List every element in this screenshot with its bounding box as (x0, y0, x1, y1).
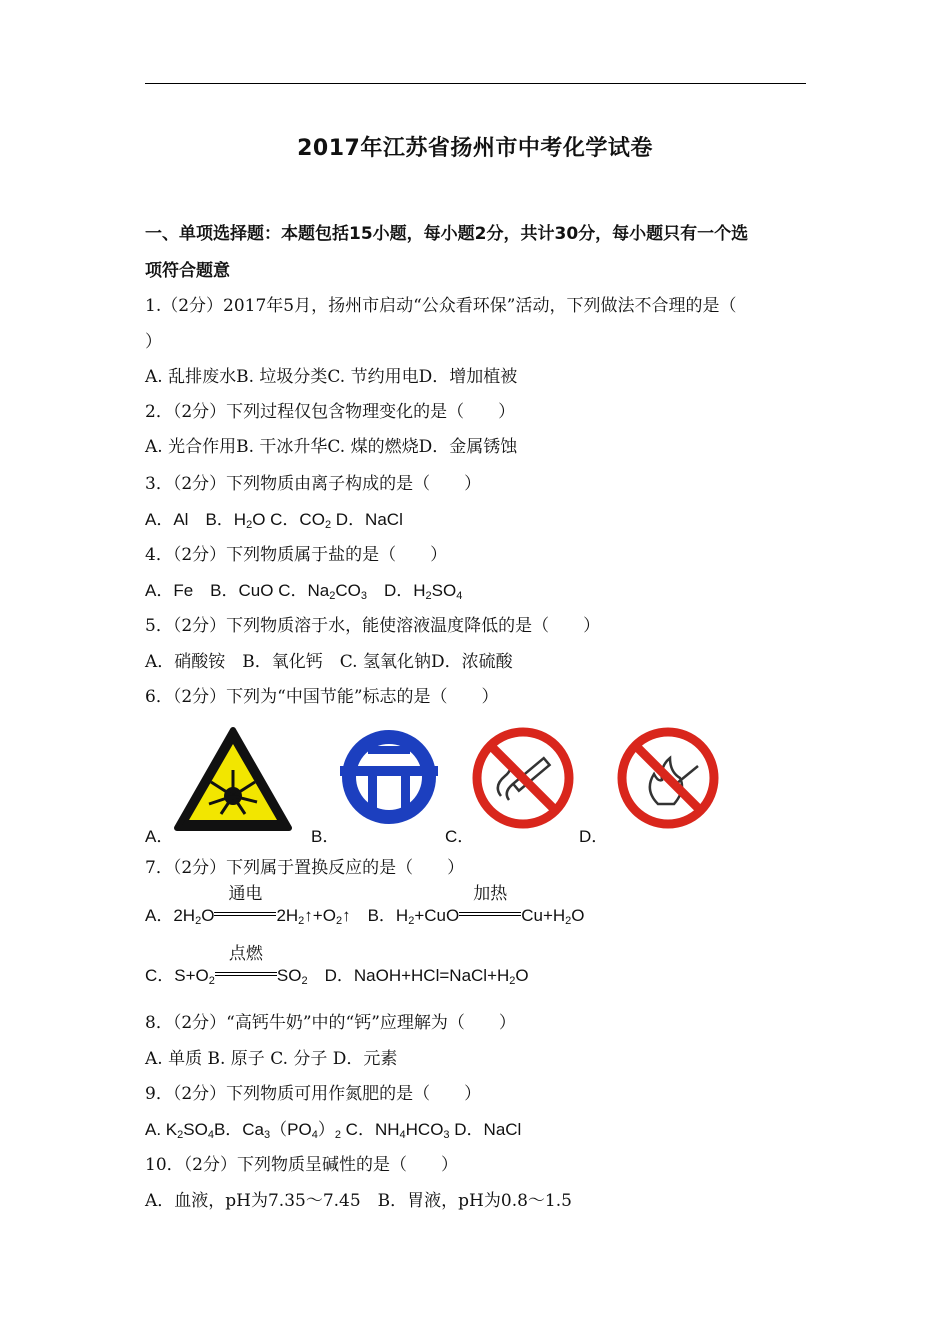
q3-options (145, 508, 403, 537)
q7-a-prefix: A．2H (145, 906, 196, 925)
q5-options: A．硝酸铵 B．氧化钙 C. 氢氧化钠D．浓硫酸 (145, 652, 513, 672)
q7-b-react: +CuO (414, 906, 460, 925)
q7-b-product: Cu+H (521, 906, 566, 925)
q7-c-product: SO (276, 966, 302, 985)
china-energy-saving-icon (338, 726, 440, 828)
q7-a-o2-sub: 2 (335, 915, 343, 927)
q1-stem-cont: ） (145, 332, 162, 352)
q10-stem: 10．（2分）下列物质呈碱性的是（ ） (145, 1155, 458, 1175)
q3-opt-a: A．Al B． (145, 510, 234, 529)
q9-a-sub: 2 (177, 1129, 184, 1141)
q5-stem: 5．（2分）下列物质溶于水，能使溶液温度降低的是（ ） (145, 616, 601, 636)
q7-b-h2-sub: 2 (408, 915, 415, 927)
q3-opt-b-h: H (233, 510, 247, 529)
q7-c-prefix: C．S+O (145, 966, 209, 985)
exam-title: 2017年江苏省扬州市中考化学试卷 (297, 136, 653, 161)
q4-stem: 4．（2分）下列物质属于盐的是（ ） (145, 545, 448, 565)
q3-opt-b-o: O C．CO (252, 510, 325, 529)
q9-b2: （PO (270, 1120, 312, 1139)
q7-a-condition-text: 通电 (228, 884, 263, 904)
q3-opt-d: D．NaCl (331, 510, 403, 529)
q7-a-h2-sub: 2 (298, 915, 305, 927)
q7-options-ab (145, 884, 585, 933)
q7-c-equal-sign (215, 972, 277, 976)
q4-co-sub: 3 (360, 590, 367, 602)
header-rule (145, 83, 806, 84)
q4-co: CO (335, 581, 361, 600)
explosive-warning-icon (173, 726, 293, 834)
q7-a-product: 2H (276, 906, 299, 925)
q4-opt-abc: A．Fe B．CuO C．Na (145, 581, 330, 600)
q1-stem: 1.（2分）2017年5月，扬州市启动“公众看环保”活动，下列做法不合理的是（ (145, 296, 737, 316)
q7-d-h2o-sub: 2 (509, 975, 516, 987)
q8-stem: 8．（2分）“高钙牛奶”中的“钙”应理解为（ ） (145, 1013, 516, 1033)
q7-c-condition-text: 点燃 (228, 944, 263, 964)
q7-stem: 7．（2分）下列属于置换反应的是（ ） (145, 858, 465, 878)
q6-stem: 6．（2分）下列为“中国节能”标志的是（ ） (145, 687, 499, 707)
q4-h-sub: 2 (425, 590, 432, 602)
q7-a-equal-sign (214, 912, 276, 916)
q6-options (145, 724, 805, 844)
q7-a-gas2: ↑ (342, 906, 351, 925)
q9-c2-sub: 3 (443, 1129, 450, 1141)
q7-c-so2-sub: 2 (301, 975, 308, 987)
q7-d-text: D．NaOH+HCl=NaCl+H (307, 966, 510, 985)
q6-label-b: B． (311, 827, 340, 846)
q9-options (145, 1118, 521, 1147)
q7-a-gas: ↑+O (304, 906, 336, 925)
q2-options: A. 光合作用B. 干冰升华C. 煤的燃烧D．金属锈蚀 (145, 437, 518, 457)
q7-b-condition (459, 884, 521, 928)
q7-a-o: O (201, 906, 215, 925)
q7-a-condition (214, 884, 276, 928)
q9-b3-sub: 2 (334, 1129, 341, 1141)
q8-options: A. 单质 B. 原子 C. 分子 D．元素 (145, 1049, 398, 1069)
q9-c-sub: 4 (399, 1129, 406, 1141)
section-heading-line1: 一、单项选择题：本题包括15小题，每小题2分，共计30分，每小题只有一个选 (145, 224, 749, 244)
q10-options: A．血液，pH为7.35～7.45 B．胃液，pH为0.8～1.5 (145, 1191, 572, 1211)
q4-na-sub: 2 (329, 590, 336, 602)
q9-b3: ） (317, 1120, 335, 1139)
no-fire-icon (616, 726, 720, 830)
q9-b: B．Ca (213, 1120, 265, 1139)
q6-label-c: C． (445, 827, 475, 846)
q3-stem: 3．（2分）下列物质由离子构成的是（ ） (145, 474, 482, 494)
q7-c-o2-sub: 2 (208, 975, 215, 987)
q3-opt-c-sub: 2 (324, 519, 332, 531)
q7-c-condition (215, 944, 277, 988)
q7-b-h2o-sub: 2 (565, 915, 572, 927)
q9-b2-sub: 4 (311, 1129, 318, 1141)
q7-b-condition-text: 加热 (473, 884, 508, 904)
q9-d: D．NaCl (449, 1120, 522, 1139)
q4-so-sub: 4 (456, 590, 463, 602)
q7-a-h2o-sub: 2 (195, 915, 202, 927)
q7-b-prefix: B．H (367, 906, 409, 925)
q6-label-d: D． (579, 827, 609, 846)
q1-options: A. 乱排废水B. 垃圾分类C. 节约用电D．增加植被 (145, 367, 518, 387)
q7-options-cd (145, 944, 529, 993)
q9-c2: HCO (405, 1120, 444, 1139)
q9-a2-sub: 4 (207, 1129, 214, 1141)
q4-opt-d: D．H (366, 581, 426, 600)
no-smoking-icon (471, 726, 575, 830)
q7-b-o: O (571, 906, 585, 925)
q3-opt-b-sub: 2 (246, 519, 253, 531)
section-heading-line2: 项符合题意 (145, 261, 230, 281)
q9-c: C．NH (340, 1120, 400, 1139)
q9-a2: SO (183, 1120, 208, 1139)
q6-label-a: A． (145, 827, 174, 846)
q7-b-equal-sign (459, 912, 521, 916)
q4-options (145, 579, 462, 608)
q9-b-sub: 3 (264, 1129, 271, 1141)
q7-d-o: O (515, 966, 529, 985)
q2-stem: 2．（2分）下列过程仅包含物理变化的是（ ） (145, 402, 516, 422)
q9-a: A. K (145, 1120, 178, 1139)
q4-so: SO (431, 581, 457, 600)
q9-stem: 9．（2分）下列物质可用作氮肥的是（ ） (145, 1084, 482, 1104)
